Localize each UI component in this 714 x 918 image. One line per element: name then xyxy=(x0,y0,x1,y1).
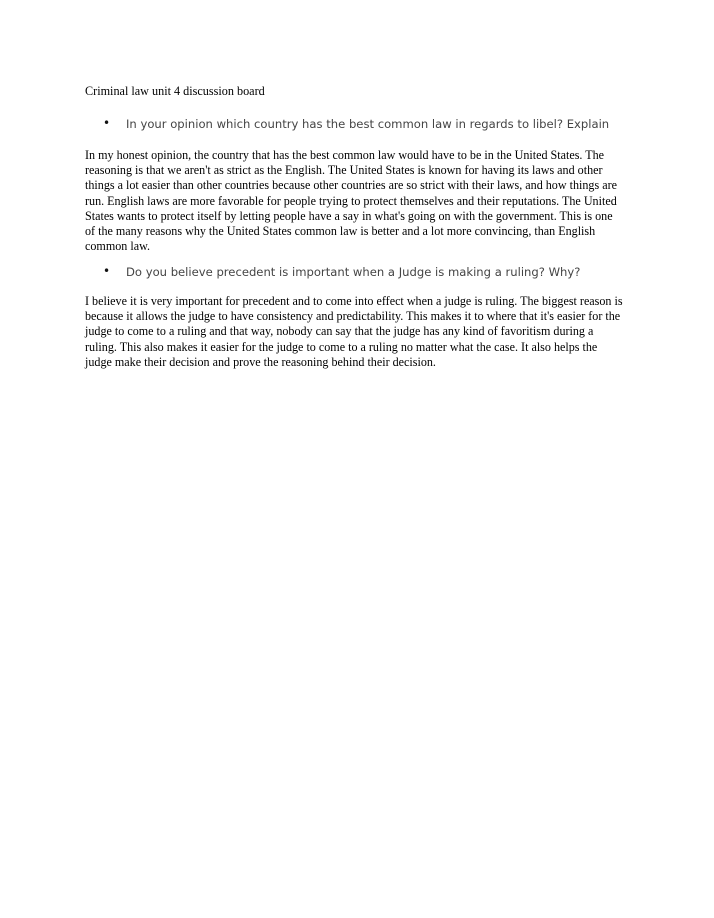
question-1 xyxy=(0,116,714,136)
answer-2 xyxy=(85,294,645,370)
answer-1-line: of the many reasons why the United States common law is better and a lot more convincing, than English xyxy=(85,224,596,239)
question-2 xyxy=(0,264,714,284)
answer-2-line: I believe it is very important for precedent and to come into effect when a judge is ruling. The biggest reason is xyxy=(85,294,623,308)
question-2-text: Do you believe precedent is important when a Judge is making a ruling? Why? xyxy=(126,265,581,279)
answer-2-line: judge make their decision and prove the reasoning behind their decision. xyxy=(85,354,436,369)
answer-1-line: States wants to protect itself by letting people have a say in what's going on with the government. This is one xyxy=(85,208,613,223)
answer-1 xyxy=(85,148,645,254)
question-1-text: In your opinion which country has the best common law in regards to libel? Explain xyxy=(126,117,610,131)
answer-1-line: things a lot easier than other countries because other countries are so strict with their laws, and how things are xyxy=(85,178,617,193)
answer-1-line: run. English laws are more favorable for people trying to protect themselves and their reputations. The United xyxy=(85,193,617,208)
answer-1-line: common law. xyxy=(85,239,151,254)
answer-1-line: In my honest opinion, the country that has the best common law would have to be in the United States. The xyxy=(85,148,605,162)
document-title: Criminal law unit 4 discussion board xyxy=(85,84,265,98)
answer-2-line: ruling. This also makes it easier for the judge to come to a ruling no matter what the case. It also helps the xyxy=(85,339,598,354)
bullet-icon: • xyxy=(103,264,111,278)
answer-1-line: reasoning is that we aren't as strict as the English. The United States is known for having its laws and other xyxy=(85,163,603,178)
answer-2-line: judge to come to a ruling and that way, nobody can say that the judge has any kind of favoritism during a xyxy=(85,324,594,339)
bullet-icon: • xyxy=(103,116,111,130)
answer-2-line: because it allows the judge to have consistency and predictability. This makes it to where that it's easier for the xyxy=(85,309,621,324)
